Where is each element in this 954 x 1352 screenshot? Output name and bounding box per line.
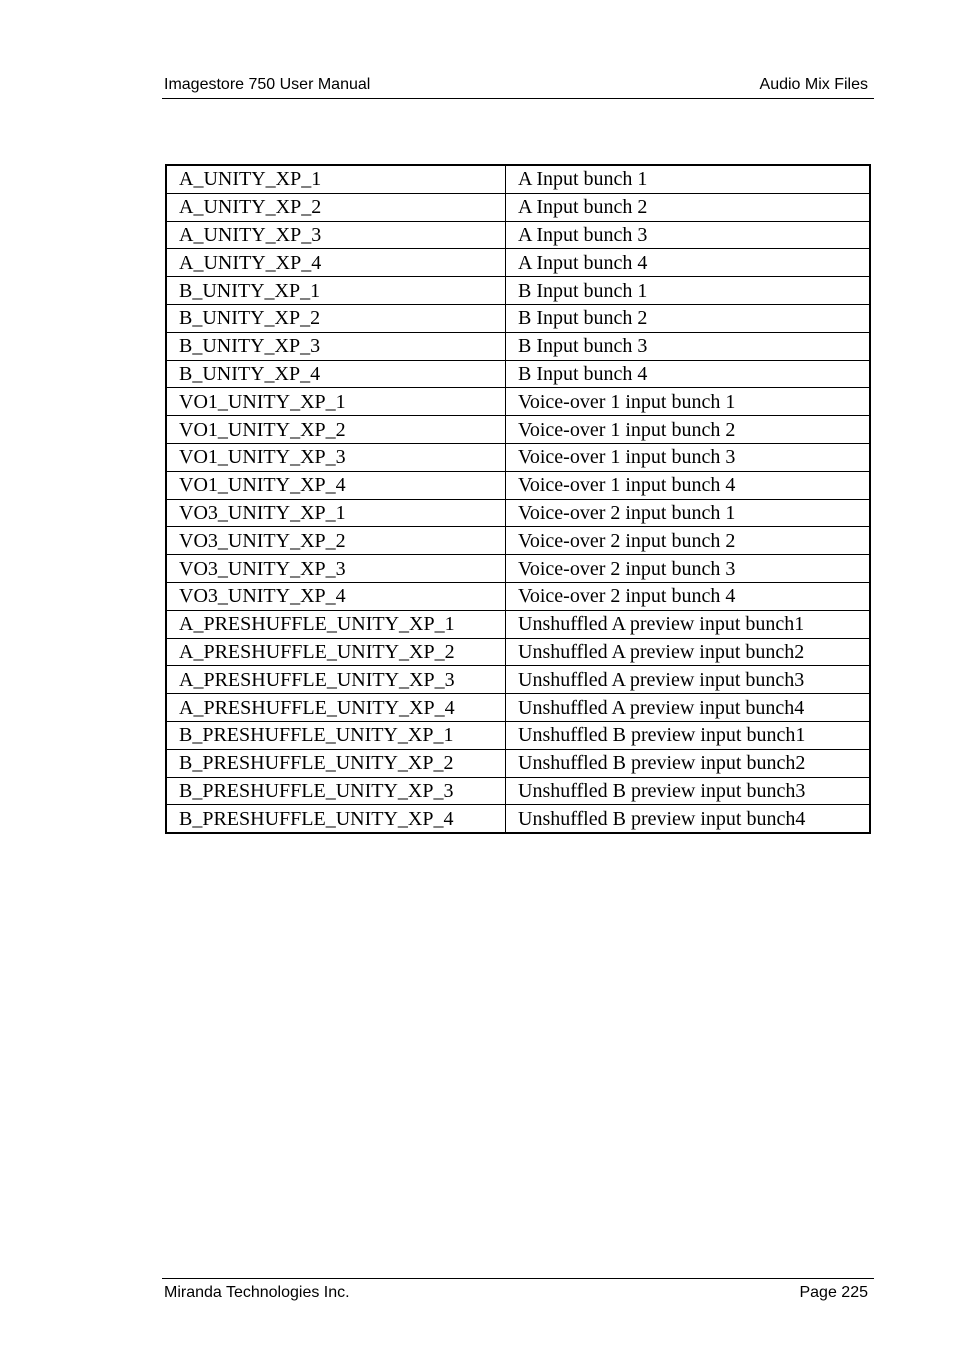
description-cell: Voice-over 1 input bunch 3 (506, 443, 871, 471)
description-cell: Voice-over 2 input bunch 2 (506, 527, 871, 555)
table-row (166, 443, 870, 471)
mix-name-cell: VO1_UNITY_XP_2 (166, 416, 506, 444)
mix-name-cell: B_UNITY_XP_1 (166, 277, 506, 305)
description-cell: B Input bunch 4 (506, 360, 871, 388)
description-cell: A Input bunch 3 (506, 221, 871, 249)
page-number: Page 225 (799, 1284, 868, 1301)
description-cell: Voice-over 2 input bunch 3 (506, 555, 871, 583)
mix-name-cell: A_UNITY_XP_4 (166, 249, 506, 277)
description-cell: A Input bunch 2 (506, 193, 871, 221)
description-cell: Unshuffled B preview input bunch3 (506, 777, 871, 805)
mix-name-cell: A_PRESHUFFLE_UNITY_XP_2 (166, 638, 506, 666)
description-cell: Unshuffled A preview input bunch3 (506, 666, 871, 694)
mix-name-cell: B_PRESHUFFLE_UNITY_XP_2 (166, 749, 506, 777)
mix-name-cell: VO3_UNITY_XP_2 (166, 527, 506, 555)
description-cell: Unshuffled B preview input bunch1 (506, 721, 871, 749)
table-row (166, 304, 870, 332)
description-cell: Unshuffled A preview input bunch1 (506, 610, 871, 638)
description-cell: A Input bunch 4 (506, 249, 871, 277)
table-row (166, 193, 870, 221)
table-row (166, 499, 870, 527)
mix-name-cell: B_PRESHUFFLE_UNITY_XP_4 (166, 805, 506, 833)
description-cell: Unshuffled A preview input bunch4 (506, 694, 871, 722)
mix-name-cell: VO1_UNITY_XP_3 (166, 443, 506, 471)
table-row (166, 471, 870, 499)
table-row (166, 277, 870, 305)
page-header (162, 76, 874, 99)
page-footer (162, 1278, 874, 1303)
table-row (166, 666, 870, 694)
mix-name-cell: A_UNITY_XP_3 (166, 221, 506, 249)
table-row (166, 555, 870, 583)
description-cell: Voice-over 1 input bunch 1 (506, 388, 871, 416)
table-row (166, 249, 870, 277)
description-cell: B Input bunch 2 (506, 304, 871, 332)
table-row (166, 388, 870, 416)
table-row (166, 721, 870, 749)
mix-name-cell: B_PRESHUFFLE_UNITY_XP_1 (166, 721, 506, 749)
mix-name-cell: B_PRESHUFFLE_UNITY_XP_3 (166, 777, 506, 805)
audio-mix-table (165, 164, 871, 834)
description-cell: Voice-over 2 input bunch 4 (506, 582, 871, 610)
mix-name-cell: B_UNITY_XP_2 (166, 304, 506, 332)
table-row (166, 527, 870, 555)
table-row (166, 694, 870, 722)
table-row (166, 221, 870, 249)
mix-name-cell: A_UNITY_XP_2 (166, 193, 506, 221)
table-row (166, 582, 870, 610)
table-row (166, 332, 870, 360)
description-cell: Voice-over 2 input bunch 1 (506, 499, 871, 527)
table-row (166, 610, 870, 638)
mix-name-cell: VO3_UNITY_XP_3 (166, 555, 506, 583)
table-row (166, 777, 870, 805)
mix-name-cell: VO3_UNITY_XP_4 (166, 582, 506, 610)
table-row (166, 416, 870, 444)
table-row (166, 805, 870, 833)
description-cell: Voice-over 1 input bunch 2 (506, 416, 871, 444)
description-cell: Unshuffled B preview input bunch2 (506, 749, 871, 777)
description-cell: B Input bunch 1 (506, 277, 871, 305)
mix-name-cell: VO1_UNITY_XP_4 (166, 471, 506, 499)
table-row (166, 360, 870, 388)
description-cell: Voice-over 1 input bunch 4 (506, 471, 871, 499)
section-title: Audio Mix Files (759, 76, 868, 93)
company-name: Miranda Technologies Inc. (164, 1284, 350, 1301)
mix-name-cell: A_PRESHUFFLE_UNITY_XP_4 (166, 694, 506, 722)
description-cell: Unshuffled B preview input bunch4 (506, 805, 871, 833)
mix-name-cell: VO1_UNITY_XP_1 (166, 388, 506, 416)
mix-name-cell: B_UNITY_XP_3 (166, 332, 506, 360)
mix-name-cell: B_UNITY_XP_4 (166, 360, 506, 388)
description-cell: Unshuffled A preview input bunch2 (506, 638, 871, 666)
description-cell: A Input bunch 1 (506, 165, 871, 193)
manual-title: Imagestore 750 User Manual (164, 76, 371, 93)
mix-name-cell: VO3_UNITY_XP_1 (166, 499, 506, 527)
mix-name-cell: A_PRESHUFFLE_UNITY_XP_3 (166, 666, 506, 694)
table-row (166, 165, 870, 193)
mix-name-cell: A_UNITY_XP_1 (166, 165, 506, 193)
mix-name-cell: A_PRESHUFFLE_UNITY_XP_1 (166, 610, 506, 638)
table-row (166, 638, 870, 666)
audio-mix-table-body (166, 165, 870, 833)
table-row (166, 749, 870, 777)
description-cell: B Input bunch 3 (506, 332, 871, 360)
